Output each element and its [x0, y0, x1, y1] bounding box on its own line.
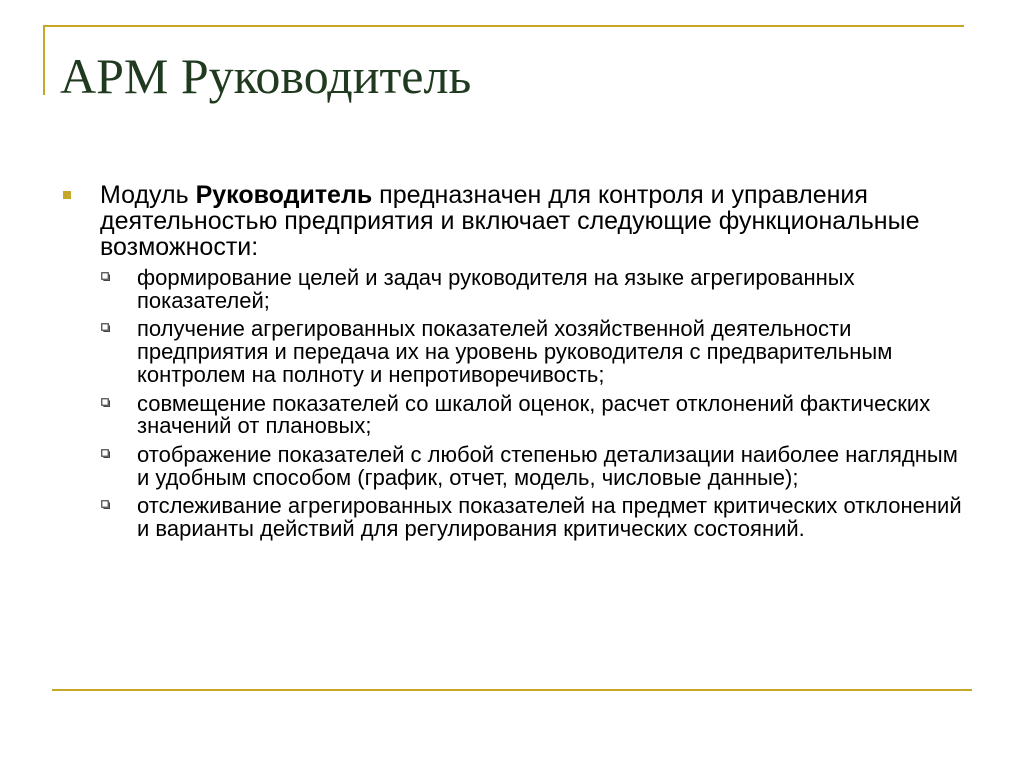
sub-bullet-text: совмещение показателей со шкалой оценок, расчет отклонений фактических значений от плановых; — [137, 390, 931, 439]
sub-bullet-item — [137, 318, 970, 386]
main-bullet-item — [60, 182, 970, 260]
top-divider — [43, 25, 964, 27]
sub-bullet-item — [137, 441, 970, 490]
sub-bullet-text: получение агрегированных показателей хозяйственной деятельности предприятия и передача их на уровень руководителя с предварительным контролем на полноту и непротиворечивость; — [137, 316, 893, 387]
hollow-square-bullet-icon — [101, 398, 110, 407]
sub-bullet-item — [137, 495, 970, 540]
hollow-square-bullet-icon — [101, 323, 110, 332]
sub-bullet-item — [137, 267, 970, 312]
main-text-suffix: предназначен для контроля и управления деятельностью предприятия и включает следующие функциональные возможности: — [100, 181, 920, 261]
slide-title: АРМ Руководитель — [60, 48, 472, 104]
bottom-divider — [52, 689, 972, 691]
left-divider — [43, 25, 45, 95]
main-bullet-text — [100, 182, 970, 260]
sub-bullet-list — [60, 267, 970, 541]
sub-bullet-text: формирование целей и задач руководителя на языке агрегированных показателей; — [137, 265, 855, 313]
sub-bullet-text: отображение показателей с любой степенью детализации наиболее наглядным и удобным способом (график, отчет, модель, числовые данные); — [137, 441, 958, 490]
slide-content — [60, 182, 970, 547]
sub-bullet-item — [137, 390, 970, 439]
sub-bullet-text: отслеживание агрегированных показателей на предмет критических отклонений и варианты действий для регулирования критических состояний. — [137, 493, 962, 542]
main-text-bold: Руководитель — [195, 181, 373, 209]
hollow-square-bullet-icon — [101, 272, 110, 281]
hollow-square-bullet-icon — [101, 500, 110, 509]
main-text-prefix: Модуль — [100, 181, 196, 209]
hollow-square-bullet-icon — [101, 449, 110, 458]
square-bullet-icon — [63, 191, 71, 199]
